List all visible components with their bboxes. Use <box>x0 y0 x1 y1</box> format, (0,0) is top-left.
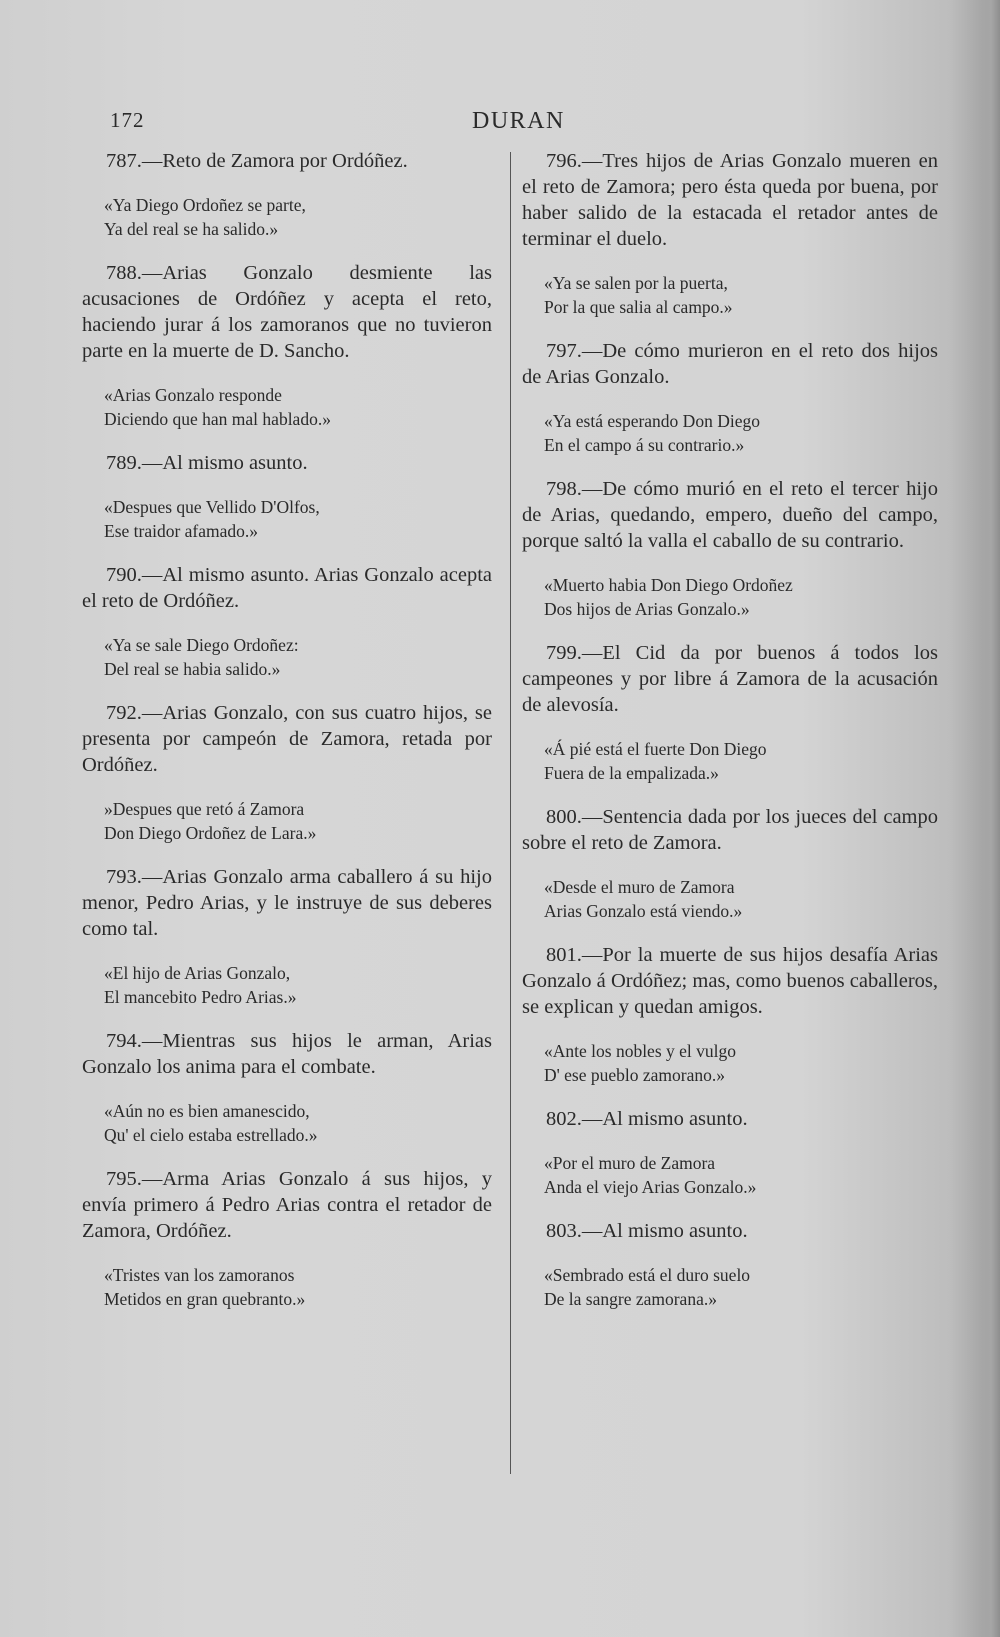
verse-quote <box>104 495 492 543</box>
verse-quote <box>544 875 938 923</box>
left-column <box>82 148 492 1330</box>
catalog-entry <box>82 148 492 241</box>
verse-line: Don Diego Ordoñez de Lara.» <box>104 823 317 843</box>
verse-quote <box>104 961 492 1009</box>
verse-quote <box>544 1039 938 1087</box>
verse-line: Por la que salia al campo.» <box>544 297 733 317</box>
entry-title: 802.—Al mismo asunto. <box>546 1108 748 1130</box>
verse-quote <box>104 1099 492 1147</box>
verse-line: «Sembrado está el duro suelo <box>544 1265 751 1285</box>
verse-line: «Desde el muro de Zamora <box>544 877 735 897</box>
catalog-entry <box>82 864 492 1009</box>
verse-line: «Ya está esperando Don Diego <box>544 411 760 431</box>
verse-line: «Ante los nobles y el vulgo <box>544 1041 736 1061</box>
verse-line: En el campo á su contrario.» <box>544 435 745 455</box>
running-head: DURAN <box>472 108 565 134</box>
verse-line: «Ya se sale Diego Ordoñez: <box>104 635 299 655</box>
entry-title: 800.—Sentencia dada por los jueces del campo sobre el reto de Zamora. <box>522 806 938 854</box>
verse-quote <box>104 193 492 241</box>
verse-quote <box>104 383 492 431</box>
entry-title: 790.—Al mismo asunto. Arias Gonzalo acepta el reto de Ordóñez. <box>82 564 492 612</box>
entry-title: 793.—Arias Gonzalo arma caballero á su hijo menor, Pedro Arias, y le instruye de sus deberes como tal. <box>82 866 492 940</box>
catalog-entry <box>522 640 938 785</box>
verse-line: «Á pié está el fuerte Don Diego <box>544 739 767 759</box>
verse-quote <box>544 737 938 785</box>
verse-line: «Tristes van los zamoranos <box>104 1265 295 1285</box>
verse-line: D' ese pueblo zamorano.» <box>544 1065 726 1085</box>
catalog-entry <box>82 260 492 431</box>
verse-line: «Por el muro de Zamora <box>544 1153 716 1173</box>
verse-line: «Ya Diego Ordoñez se parte, <box>104 195 306 215</box>
verse-line: El mancebito Pedro Arias.» <box>104 987 297 1007</box>
verse-quote <box>544 409 938 457</box>
entry-title: 787.—Reto de Zamora por Ordóñez. <box>106 150 408 172</box>
entry-title: 796.—Tres hijos de Arias Gonzalo mueren en el reto de Zamora; pero ésta queda por buena, por haber salido de la estacada el retador antes de terminar el duelo. <box>522 150 938 250</box>
right-column <box>522 148 938 1330</box>
verse-line: Arias Gonzalo está viendo.» <box>544 901 743 921</box>
verse-line: Qu' el cielo estaba estrellado.» <box>104 1125 318 1145</box>
page-edge-shadow <box>978 0 1000 1637</box>
catalog-entry <box>82 700 492 845</box>
verse-quote <box>544 1151 938 1199</box>
verse-line: Ese traidor afamado.» <box>104 521 259 541</box>
catalog-entry <box>522 148 938 319</box>
entry-title: 797.—De cómo murieron en el reto dos hijos de Arias Gonzalo. <box>522 340 938 388</box>
catalog-entry <box>82 1028 492 1147</box>
verse-quote <box>544 271 938 319</box>
verse-line: «Aún no es bien amanescido, <box>104 1101 310 1121</box>
verse-quote <box>544 1263 938 1311</box>
verse-line: «Muerto habia Don Diego Ordoñez <box>544 575 793 595</box>
verse-line: Diciendo que han mal hablado.» <box>104 409 331 429</box>
page-number: 172 <box>110 108 145 132</box>
verse-line: Fuera de la empalizada.» <box>544 763 719 783</box>
entry-title: 803.—Al mismo asunto. <box>546 1220 748 1242</box>
entry-title: 789.—Al mismo asunto. <box>106 452 308 474</box>
column-divider <box>510 152 511 1474</box>
catalog-entry <box>522 942 938 1087</box>
entry-title: 792.—Arias Gonzalo, con sus cuatro hijos, se presenta por campeón de Zamora, retada por Ordóñez. <box>82 702 492 776</box>
catalog-entry <box>522 338 938 457</box>
verse-line: Dos hijos de Arias Gonzalo.» <box>544 599 750 619</box>
entry-title: 801.—Por la muerte de sus hijos desafía Arias Gonzalo á Ordóñez; mas, como buenos caballeros, se explican y quedan amigos. <box>522 944 938 1018</box>
catalog-entry <box>522 804 938 923</box>
entry-title: 798.—De cómo murió en el reto el tercer hijo de Arias, quedando, empero, dueño del campo, porque saltó la valla el caballo de su contrario. <box>522 478 938 552</box>
entry-title: 799.—El Cid da por buenos á todos los campeones y por libre á Zamora de la acusación de alevosía. <box>522 642 938 716</box>
verse-line: «El hijo de Arias Gonzalo, <box>104 963 291 983</box>
verse-line: «Arias Gonzalo responde <box>104 385 282 405</box>
verse-line: Anda el viejo Arias Gonzalo.» <box>544 1177 757 1197</box>
verse-line: De la sangre zamorana.» <box>544 1289 717 1309</box>
verse-line: «Despues que Vellido D'Olfos, <box>104 497 320 517</box>
verse-line: Ya del real se ha salido.» <box>104 219 279 239</box>
entry-title: 788.—Arias Gonzalo desmiente las acusaciones de Ordóñez y acepta el reto, haciendo jurar á los zamoranos que no tuvieron parte en la muerte de D. Sancho. <box>82 262 492 362</box>
verse-line: «Ya se salen por la puerta, <box>544 273 728 293</box>
verse-quote <box>104 797 492 845</box>
entry-title: 794.—Mientras sus hijos le arman, Arias Gonzalo los anima para el combate. <box>82 1030 492 1078</box>
verse-quote <box>104 633 492 681</box>
catalog-entry <box>82 450 492 543</box>
verse-quote <box>544 573 938 621</box>
verse-line: Metidos en gran quebranto.» <box>104 1289 306 1309</box>
verse-quote <box>104 1263 492 1311</box>
catalog-entry <box>522 476 938 621</box>
catalog-entry <box>82 562 492 681</box>
catalog-entry <box>82 1166 492 1311</box>
catalog-entry <box>522 1106 938 1199</box>
verse-line: »Despues que retó á Zamora <box>104 799 305 819</box>
catalog-entry <box>522 1218 938 1311</box>
verse-line: Del real se habia salido.» <box>104 659 281 679</box>
entry-title: 795.—Arma Arias Gonzalo á sus hijos, y envía primero á Pedro Arias contra el retador de Zamora, Ordóñez. <box>82 1168 492 1242</box>
